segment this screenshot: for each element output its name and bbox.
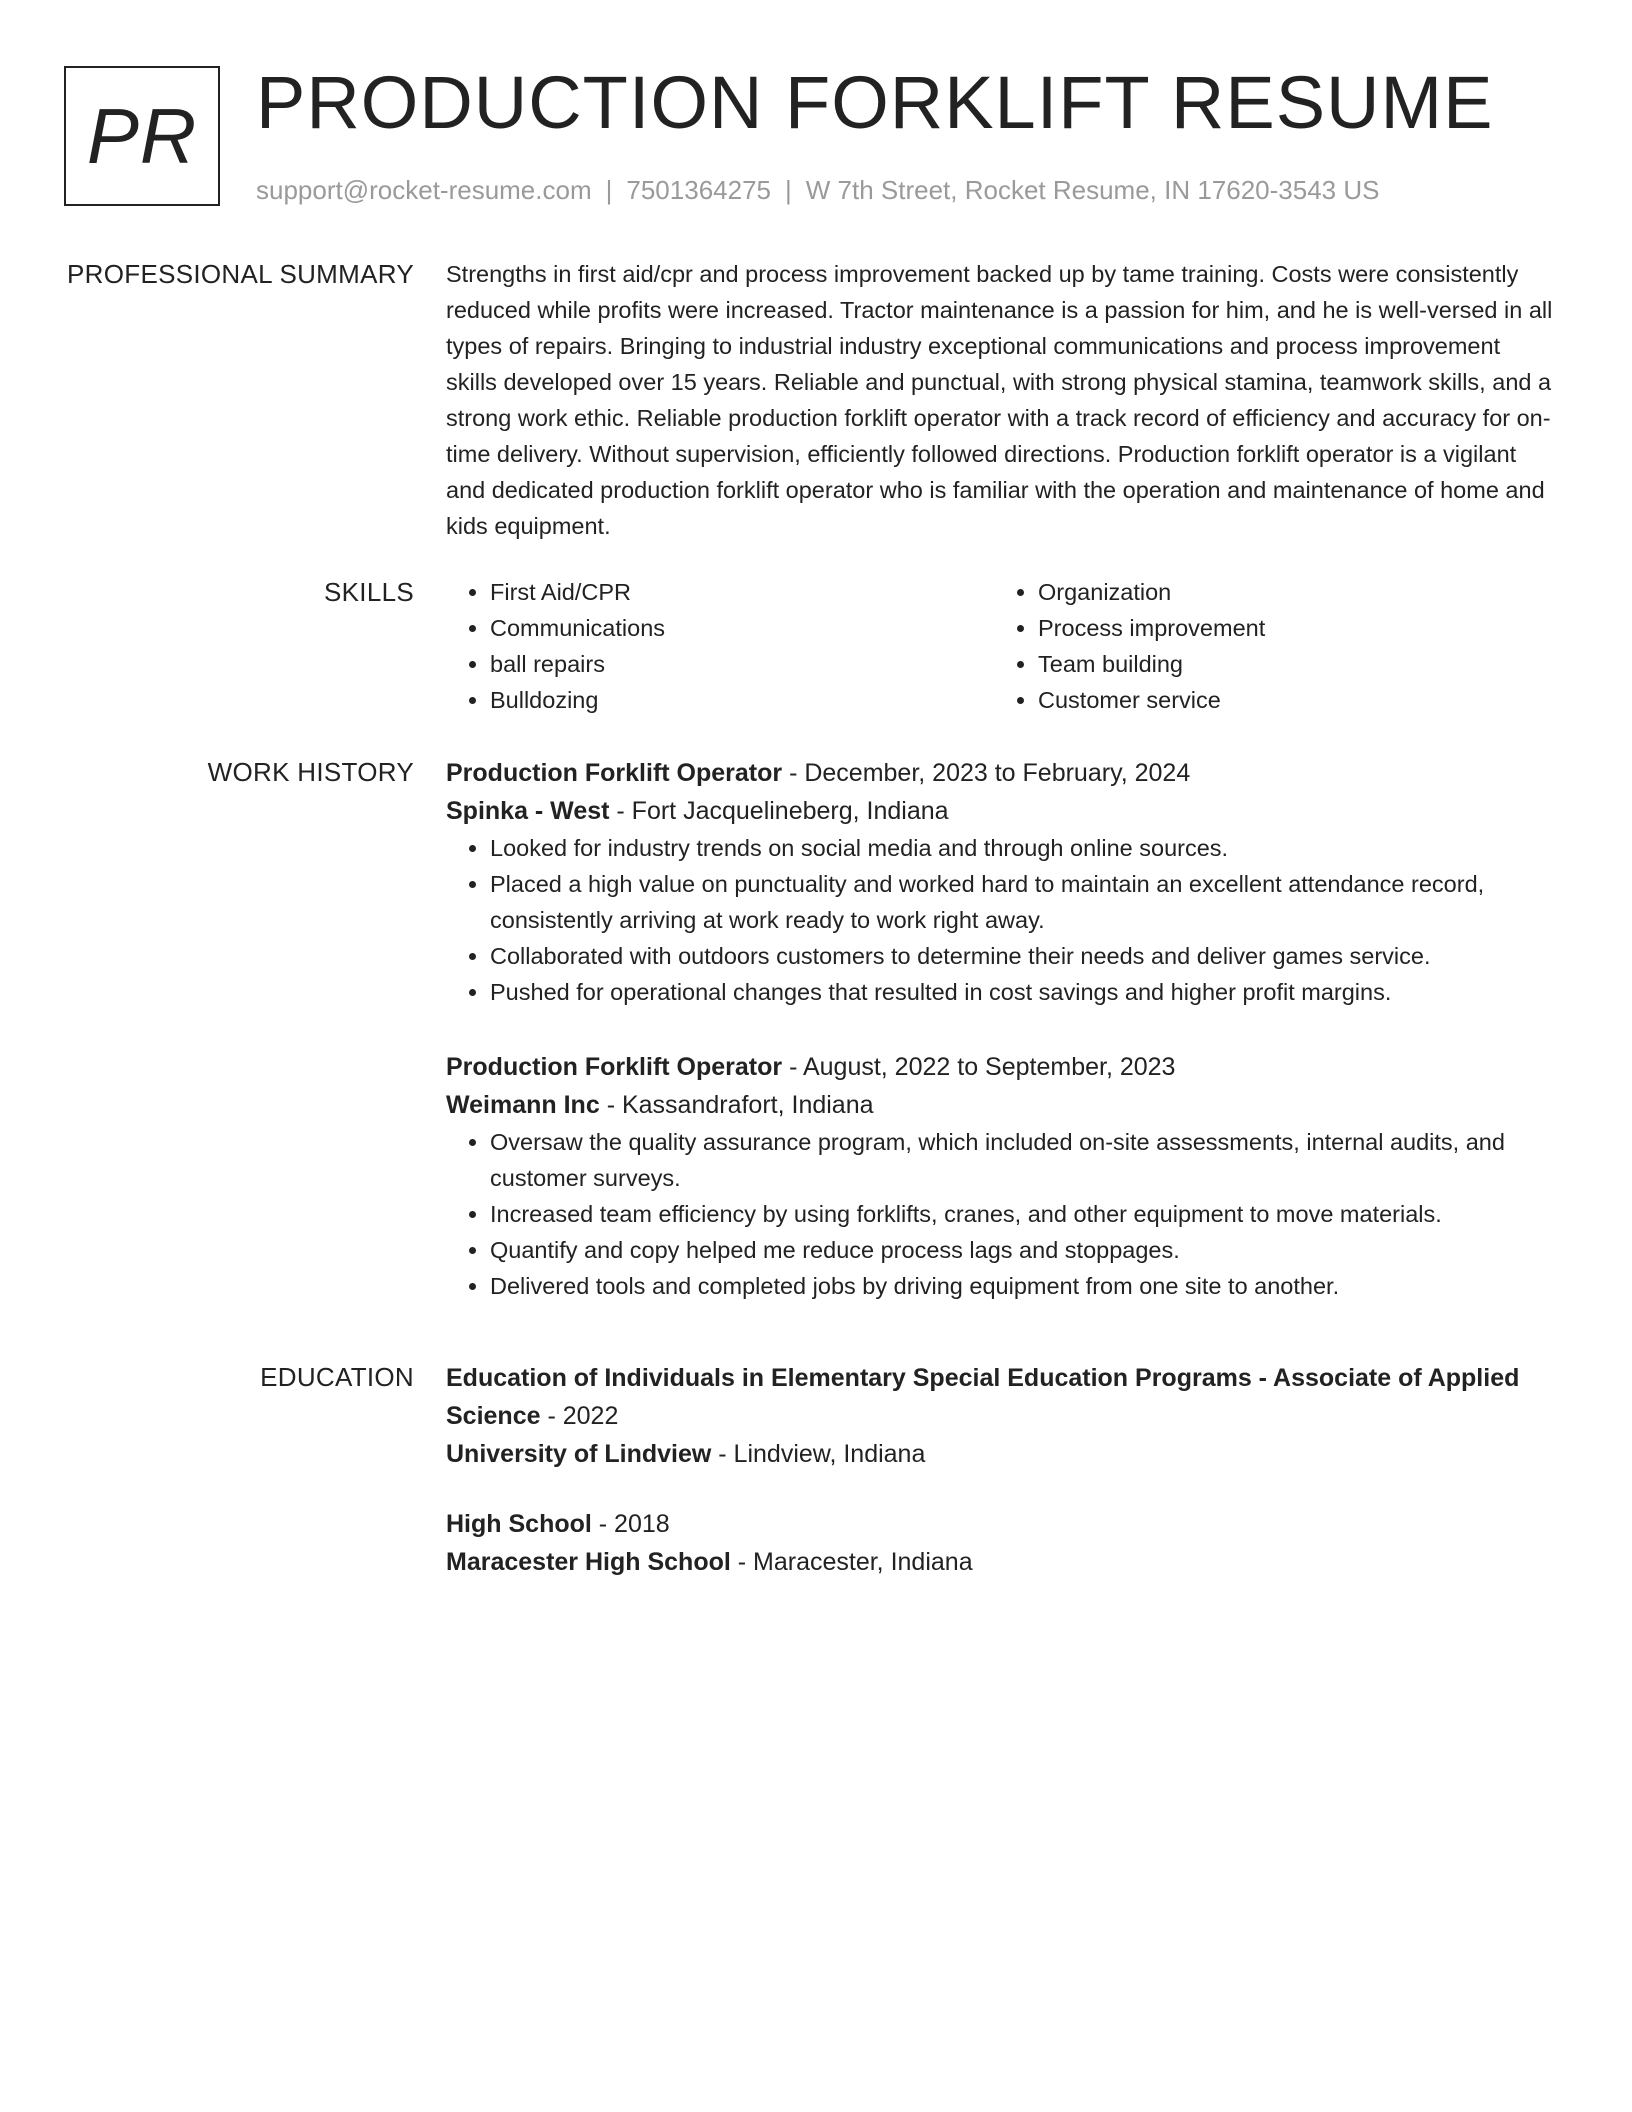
job-title-line: [446, 754, 1556, 792]
skills-list-left: [446, 574, 994, 718]
education-location: - Lindview, Indiana: [711, 1440, 926, 1468]
contact-separator: |: [785, 175, 792, 205]
job-bullet: • Quantify and copy helped me reduce process lags and stoppages.: [490, 1232, 1556, 1268]
job-bullet: • Delivered tools and completed jobs by driving equipment from one site to another.: [490, 1268, 1556, 1304]
job-bullet: • Collaborated with outdoors customers to determine their needs and deliver games service.: [490, 938, 1556, 974]
job-bullets: [446, 830, 1556, 1010]
skill-item: • Team building: [1038, 646, 1542, 682]
job-company-line: [446, 1086, 1556, 1124]
job-entry: [446, 1048, 1556, 1304]
education-location: - Maracester, Indiana: [730, 1548, 973, 1576]
job-bullet: • Increased team efficiency by using forklifts, cranes, and other equipment to move materials.: [490, 1196, 1556, 1232]
skill-item: • Organization: [1038, 574, 1542, 610]
education-entry: [446, 1505, 1556, 1581]
skills-list-right: [994, 574, 1542, 718]
skill-item: • ball repairs: [490, 646, 994, 682]
job-bullet: • Placed a high value on punctuality and worked hard to maintain an excellent attendance record, consistently arriving at work ready to work right away.: [490, 866, 1556, 938]
job-title-line: [446, 1048, 1556, 1086]
work-label: WORK HISTORY: [207, 757, 414, 787]
skill-item: • Communications: [490, 610, 994, 646]
contact-phone: 7501364275: [626, 175, 771, 205]
skill-item: • Customer service: [1038, 682, 1542, 718]
contact-email: support@rocket-resume.com: [256, 175, 592, 205]
job-bullets: [446, 1124, 1556, 1304]
education-school: University of Lindview: [446, 1440, 712, 1468]
job-title: Production Forklift Operator: [446, 759, 783, 787]
education-degree: Education of Individuals in Elementary Special Education Programs - Associate of Applied Science: [446, 1364, 1520, 1430]
job-location: - Kassandrafort, Indiana: [599, 1091, 874, 1119]
education-degree-line: [446, 1359, 1556, 1435]
job-company: Spinka - West: [446, 797, 610, 825]
skill-item: • Bulldozing: [490, 682, 994, 718]
job-bullet: • Looked for industry trends on social media and through online sources.: [490, 830, 1556, 866]
job-dates: - August, 2022 to September, 2023: [782, 1053, 1176, 1081]
contact-line: [256, 172, 1379, 208]
skill-item: • Process improvement: [1038, 610, 1542, 646]
job-entry: [446, 754, 1556, 1010]
education-degree-line: [446, 1505, 1556, 1543]
skill-item: • First Aid/CPR: [490, 574, 994, 610]
job-bullet: • Oversaw the quality assurance program, which included on-site assessments, internal audits, and customer surveys.: [490, 1124, 1556, 1196]
resume-title: PRODUCTION FORKLIFT RESUME: [256, 61, 1494, 144]
job-bullet: • Pushed for operational changes that resulted in cost savings and higher profit margins.: [490, 974, 1556, 1010]
monogram-initials: PR: [86, 91, 198, 180]
contact-separator: |: [605, 175, 613, 205]
education-school: Maracester High School: [446, 1548, 731, 1576]
education-school-line: [446, 1435, 1556, 1473]
job-dates: - December, 2023 to February, 2024: [782, 759, 1191, 787]
summary-text: Strengths in first aid/cpr and process improvement backed up by tame training. Costs were consistently reduced while profits were increased. Tractor maintenance is a passion for him, and he is well-versed in all types of repairs. Bringing to industrial industry exceptional communications and process improvement skills developed over 15 years. Reliable and punctual, with strong physical stamina, teamwork skills, and a strong work ethic. Reliable production forklift operator with a track record of efficiency and accuracy for on-time delivery. Without supervision, efficiently followed directions. Production forklift operator is a vigilant and dedicated production forklift operator who is familiar with the operation and maintenance of home and kids equipment.: [446, 261, 1553, 539]
skills-label: SKILLS: [324, 577, 414, 607]
monogram-badge: [64, 66, 220, 206]
job-company-line: [446, 792, 1556, 830]
education-year: - 2022: [540, 1402, 619, 1430]
skills-grid: [446, 574, 1556, 718]
summary-label: PROFESSIONAL SUMMARY: [67, 259, 414, 289]
education-year: - 2018: [591, 1510, 670, 1538]
contact-address: W 7th Street, Rocket Resume, IN 17620-3543 US: [805, 175, 1380, 205]
job-location: - Fort Jacquelineberg, Indiana: [609, 797, 949, 825]
education-school-line: [446, 1543, 1556, 1581]
job-title: Production Forklift Operator: [446, 1053, 783, 1081]
job-company: Weimann Inc: [446, 1091, 600, 1119]
education-entry: [446, 1359, 1556, 1473]
education-degree: High School: [446, 1510, 592, 1538]
education-label: EDUCATION: [260, 1362, 414, 1392]
